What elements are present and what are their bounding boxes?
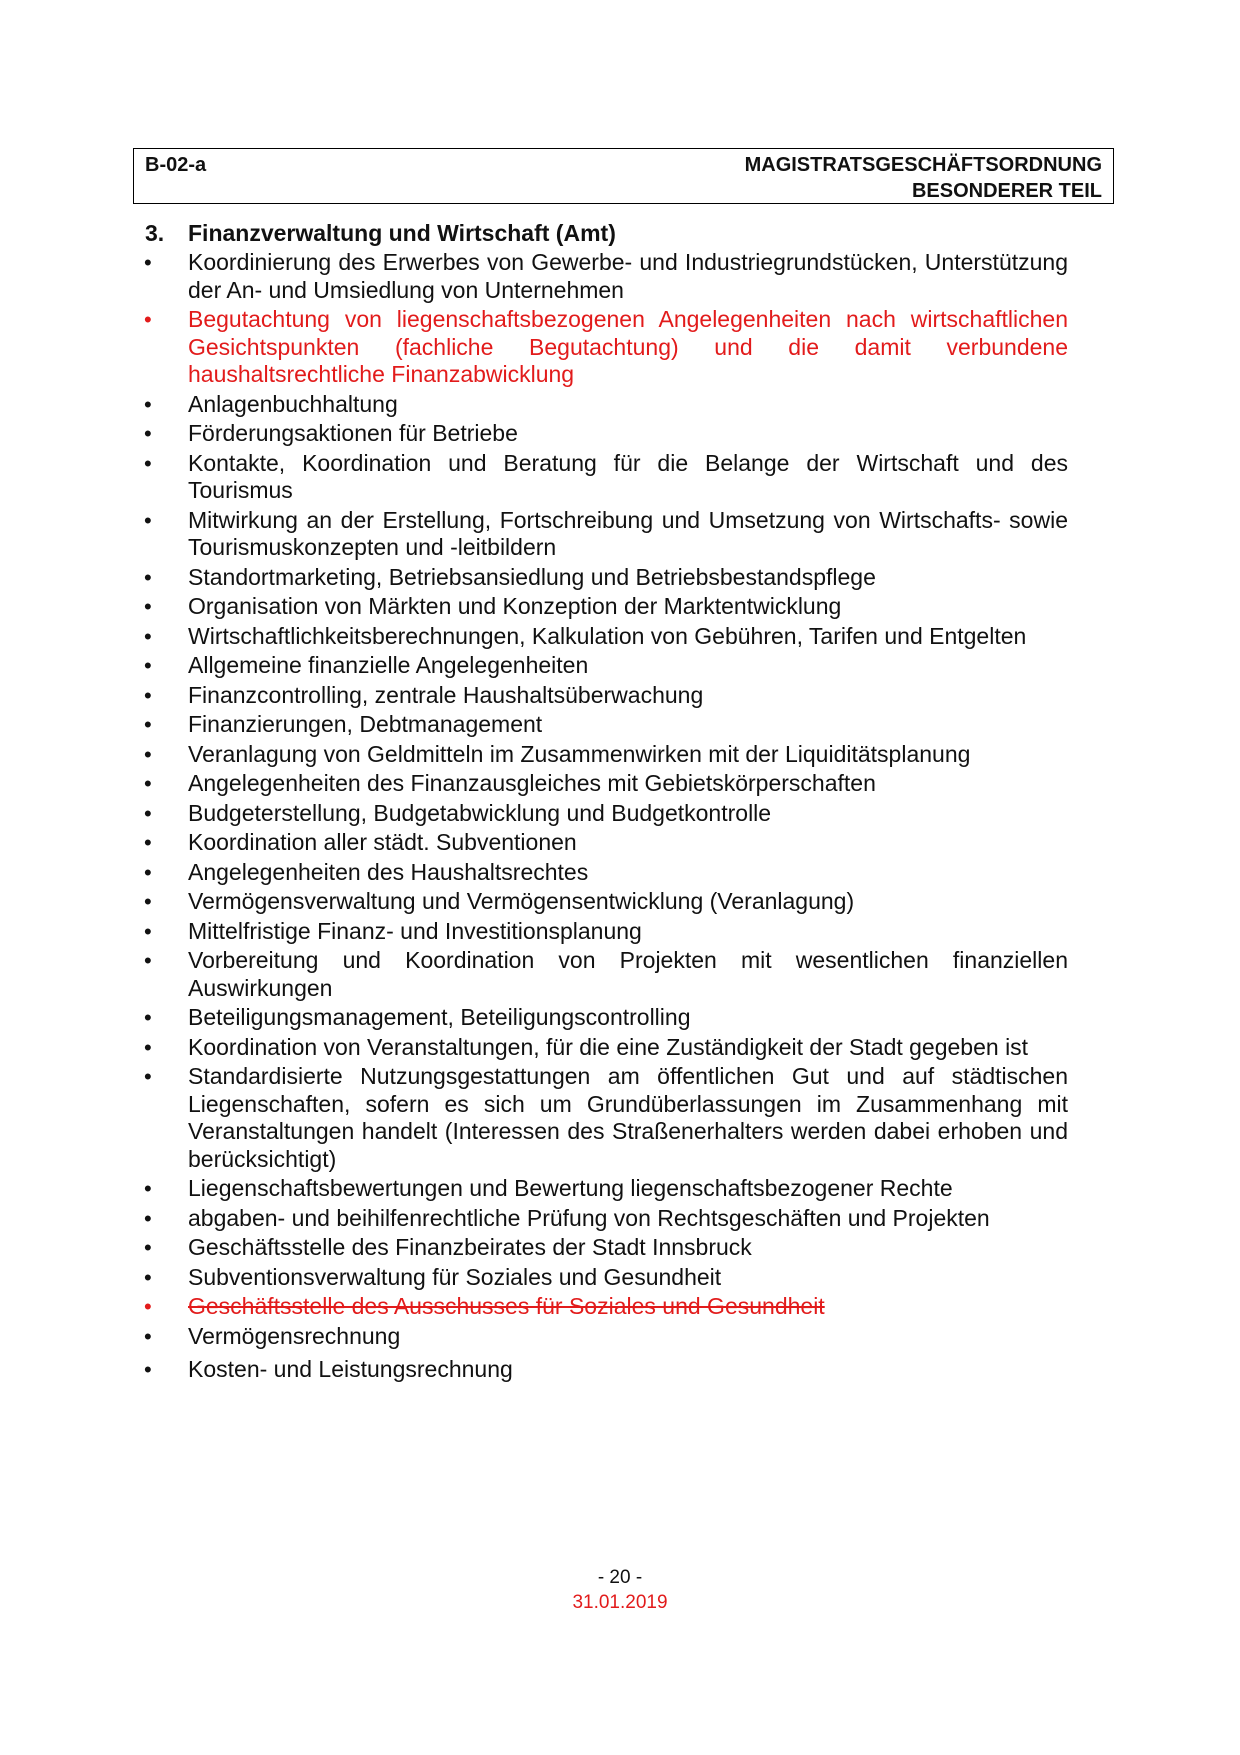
- bullet-icon: •: [144, 712, 152, 737]
- list-item: • Budgeterstellung, Budgetabwicklung und Budgetkontrolle: [144, 799, 772, 826]
- list-item: • Koordination von Veranstaltungen, für die eine Zuständigkeit der Stadt gegeben ist: [144, 1033, 1029, 1060]
- list-item: • Standardisierte Nutzungsgestattungen am öffentlichen Gut und auf städtischen Liegenschaften, sofern es sich um Grundüberlassungen im Zusammenhang mit Veranstaltungen handelt (Interessen des Straßenerhalters werden dabei erhoben und berücksichtigt): [144, 1063, 1068, 1172]
- bullet-icon: •: [144, 391, 152, 417]
- bullet-icon: •: [144, 507, 152, 533]
- bullet-icon: •: [144, 1323, 152, 1349]
- list-item: • Wirtschaftlichkeitsberechnungen, Kalkulation von Gebühren, Tarifen und Entgelten: [144, 622, 1027, 649]
- list-item: • Vorbereitung und Koordination von Projekten mit wesentlichen finanziellen Auswirkungen: [144, 947, 1068, 1001]
- list-item: • Liegenschaftsbewertungen und Bewertung liegenschaftsbezogener Rechte: [144, 1175, 953, 1201]
- document-header: [133, 148, 1114, 204]
- bullet-icon: •: [144, 421, 152, 446]
- bullet-icon: •: [144, 653, 152, 678]
- bullet-icon: •: [144, 1264, 152, 1290]
- responsibility-list: [0, 249, 1240, 1386]
- list-item: • Allgemeine finanzielle Angelegenheiten: [144, 652, 589, 678]
- document-title-line1: MAGISTRATSGESCHÄFTSORDNUNG: [744, 154, 1102, 176]
- list-item: • Kontakte, Koordination und Beratung für die Belange der Wirtschaft und des Tourismus: [144, 449, 1068, 503]
- section-number: 3.: [145, 220, 165, 246]
- section-title: Finanzverwaltung und Wirtschaft (Amt): [188, 220, 616, 246]
- bullet-icon: •: [144, 741, 152, 767]
- list-item: • Standortmarketing, Betriebsansiedlung und Betriebsbestandspflege: [144, 563, 876, 590]
- bullet-icon: •: [144, 1064, 152, 1089]
- bullet-icon: •: [144, 889, 152, 914]
- list-item: • Förderungsaktionen für Betriebe: [144, 420, 518, 446]
- list-item: • Veranlagung von Geldmitteln im Zusammenwirken mit der Liquiditätsplanung: [144, 740, 971, 767]
- bullet-icon: •: [144, 594, 152, 619]
- page-number: - 20 -: [597, 1567, 643, 1588]
- list-item: • Koordination aller städt. Subventionen: [144, 829, 577, 855]
- bullet-icon: •: [144, 1176, 152, 1201]
- list-item: • Beteiligungsmanagement, Beteiligungscontrolling: [144, 1004, 691, 1030]
- list-item: • Kosten- und Leistungsrechnung: [144, 1356, 513, 1382]
- list-item: • Koordinierung des Erwerbes von Gewerbe- und Industriegrundstücken, Unterstützung der An- und Umsiedlung von Unternehmen: [144, 249, 1068, 303]
- list-item: • Vermögensverwaltung und Vermögensentwicklung (Veranlagung): [144, 888, 855, 914]
- list-item: • Finanzcontrolling, zentrale Haushaltsüberwachung: [144, 681, 704, 708]
- bullet-icon: •: [144, 1235, 152, 1260]
- bullet-icon: •: [144, 1294, 152, 1319]
- list-item: • Angelegenheiten des Finanzausgleiches mit Gebietskörperschaften: [144, 770, 876, 796]
- list-item-deleted: • Geschäftsstelle des Ausschusses für Soziales und Gesundheit: [144, 1293, 825, 1319]
- bullet-icon: •: [144, 1357, 152, 1382]
- bullet-icon: •: [144, 564, 152, 590]
- list-item: • Mitwirkung an der Erstellung, Fortschreibung und Umsetzung von Wirtschafts- sowie Tourismuskonzepten und -leitbildern: [144, 506, 1068, 560]
- list-item: • Subventionsverwaltung für Soziales und Gesundheit: [144, 1263, 722, 1290]
- bullet-icon: •: [144, 450, 152, 476]
- bullet-icon: •: [144, 830, 152, 855]
- revision-date: 31.01.2019: [572, 1592, 668, 1613]
- bullet-icon: •: [144, 623, 152, 649]
- list-item: • Anlagenbuchhaltung: [144, 390, 398, 417]
- bullet-icon: •: [144, 800, 152, 826]
- list-item: • Geschäftsstelle des Finanzbeirates der Stadt Innsbruck: [144, 1234, 752, 1260]
- bullet-icon: •: [144, 1005, 152, 1030]
- list-item: • Finanzierungen, Debtmanagement: [144, 711, 543, 737]
- list-item-added: • Begutachtung von liegenschaftsbezogenen Angelegenheiten nach wirtschaftlichen Gesichtspunkten (fachliche Begutachtung) und die damit verbundene haushaltsrechtliche Finanzabwicklung: [144, 306, 1068, 387]
- list-item: • abgaben- und beihilfenrechtliche Prüfung von Rechtsgeschäften und Projekten: [144, 1204, 990, 1231]
- document-title-line2: BESONDERER TEIL: [911, 180, 1102, 202]
- bullet-icon: •: [144, 771, 152, 796]
- list-item: • Mittelfristige Finanz- und Investitionsplanung: [144, 917, 642, 944]
- document-title: [745, 152, 1102, 204]
- bullet-icon: •: [144, 307, 152, 332]
- list-item: • Angelegenheiten des Haushaltsrechtes: [144, 858, 589, 885]
- document-code: B-02-a: [145, 154, 207, 176]
- list-item: • Vermögensrechnung: [144, 1322, 401, 1349]
- bullet-icon: •: [144, 250, 152, 275]
- bullet-icon: •: [144, 948, 152, 973]
- bullet-icon: •: [144, 1034, 152, 1060]
- bullet-icon: •: [144, 859, 152, 885]
- bullet-icon: •: [144, 682, 152, 708]
- list-item: • Organisation von Märkten und Konzeption der Marktentwicklung: [144, 593, 842, 619]
- bullet-icon: •: [144, 918, 152, 944]
- bullet-icon: •: [144, 1205, 152, 1231]
